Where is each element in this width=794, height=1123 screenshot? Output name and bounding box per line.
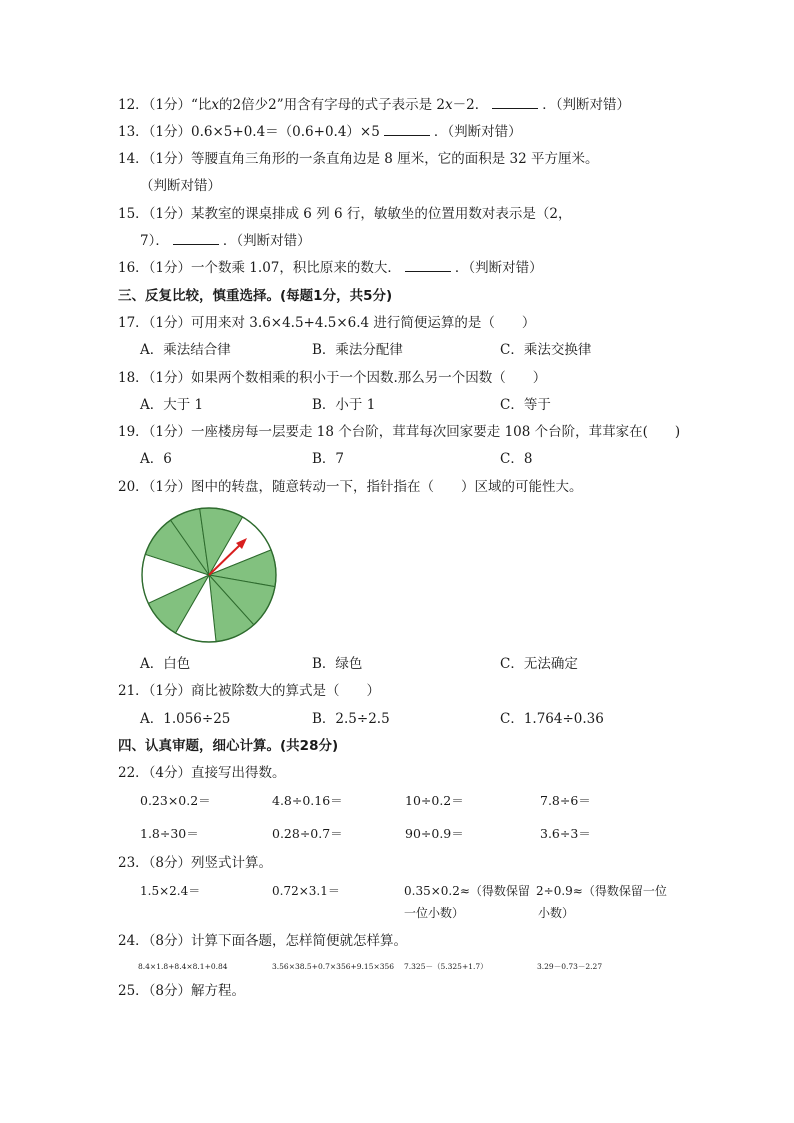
q12-expression-end: －2． (452, 97, 489, 113)
q19-option-a[interactable]: A．6 (140, 451, 172, 467)
section-3-title: 三、反复比较，慎重选择。(每题1分，共5分) (118, 288, 393, 304)
q12-variable-2: x (445, 97, 453, 113)
q22-item-1: 0.23×0.2＝ (140, 793, 211, 808)
q17-option-c[interactable]: C．乘法交换律 (500, 342, 592, 358)
q12-variable: x (211, 97, 220, 113)
q18-option-c[interactable]: C．等于 (500, 397, 551, 413)
section-4-title: 四、认真审题，细心计算。(共28分) (118, 738, 339, 754)
spinner-wheel (140, 506, 278, 644)
question-17: 17．（1分）可用来对 3.6×4.5+4.5×6.4 进行简便运算的是（ ） (118, 315, 536, 331)
q24-item-4: 3.29－0.73－2.27 (537, 962, 603, 971)
q23-item-4: 2÷0.9≈（得数保留一位 (536, 884, 667, 898)
question-18: 18．（1分）如果两个数相乘的积小于一个因数.那么另一个因数（ ） (118, 370, 547, 386)
q19-option-b[interactable]: B．7 (312, 451, 345, 467)
q22-item-2: 4.8÷0.16＝ (272, 793, 343, 808)
q22-item-6: 0.28÷0.7＝ (272, 826, 343, 841)
q15-line2: 7）． (140, 233, 169, 249)
q12-suffix: ．（判断对错） (542, 97, 630, 113)
q22-item-7: 90÷0.9＝ (405, 826, 464, 841)
q23-item-4-cont: 小数） (538, 906, 575, 920)
answer-blank-13[interactable] (384, 123, 430, 136)
question-22: 22．（4分）直接写出得数。 (118, 765, 286, 781)
q18-option-b[interactable]: B．小于 1 (312, 397, 376, 413)
q20-option-a[interactable]: A．白色 (140, 656, 191, 672)
q13-text: 13．（1分）0.6×5+0.4＝（0.6+0.4）×5 (118, 124, 380, 140)
q21-option-a[interactable]: A．1.056÷25 (140, 711, 231, 727)
answer-blank-15[interactable] (173, 232, 219, 245)
q20-option-b[interactable]: B．绿色 (312, 656, 363, 672)
q23-item-2: 0.72×3.1＝ (272, 884, 340, 898)
q16-suffix: ．（判断对错） (454, 260, 543, 276)
q22-item-3: 10÷0.2＝ (405, 793, 464, 808)
question-24: 24．（8分）计算下面各题，怎样简便就怎样算。 (118, 933, 408, 949)
q24-item-1: 8.4×1.8+8.4×8.1+0.84 (138, 962, 228, 971)
question-25: 25．（8分）解方程。 (118, 983, 246, 999)
question-13 (118, 123, 522, 141)
q12-mid: 的2倍少2”用含有字母的式子表示是 2 (219, 97, 446, 113)
question-19: 19．（1分）一座楼房每一层要走 18 个台阶，茸茸每次回家要走 108 个台阶，茸茸家在( ) (118, 424, 681, 440)
answer-blank-12[interactable] (492, 96, 538, 109)
question-14: 14．（1分）等腰直角三角形的一条直角边是 8 厘米，它的面积是 32 平方厘米。 (118, 151, 599, 167)
question-23: 23．（8分）列竖式计算。 (118, 855, 273, 871)
question-12 (118, 96, 630, 114)
question-20: 20．（1分）图中的转盘，随意转动一下，指针指在（ ）区域的可能性大。 (118, 479, 583, 495)
q23-item-1: 1.5×2.4＝ (140, 884, 201, 898)
question-15: 15．（1分）某教室的课桌排成 6 列 6 行，敏敏坐的位置用数对表示是（2， (118, 206, 572, 222)
question-15-cont (140, 232, 311, 250)
q24-item-3: 7.325－（5.325+1.7） (404, 962, 488, 971)
question-16 (118, 259, 543, 277)
q13-suffix: ．（判断对错） (433, 124, 522, 140)
q17-option-b[interactable]: B．乘法分配律 (312, 342, 403, 358)
q23-item-3: 0.35×0.2≈（得数保留 (404, 884, 530, 898)
q21-option-b[interactable]: B．2.5÷2.5 (312, 711, 390, 727)
answer-blank-16[interactable] (405, 259, 451, 272)
q22-item-5: 1.8÷30＝ (140, 826, 199, 841)
q17-option-a[interactable]: A．乘法结合律 (140, 342, 231, 358)
q20-option-c[interactable]: C．无法确定 (500, 656, 578, 672)
q22-item-4: 7.8÷6＝ (540, 793, 591, 808)
q21-option-c[interactable]: C．1.764÷0.36 (500, 711, 604, 727)
q18-option-a[interactable]: A．大于 1 (140, 397, 204, 413)
question-14-cont: （判断对错） (140, 178, 221, 194)
q22-item-8: 3.6÷3＝ (540, 826, 591, 841)
q23-item-3-cont: 一位小数） (404, 906, 465, 920)
q24-item-2: 3.56×38.5+0.7×356+9.15×356 (272, 962, 395, 971)
q15-suffix: ．（判断对错） (222, 233, 311, 249)
question-21: 21．（1分）商比被除数大的算式是（ ） (118, 683, 381, 699)
q16-text: 16．（1分）一个数乘 1.07，积比原来的数大． (118, 260, 401, 276)
q19-option-c[interactable]: C．8 (500, 451, 533, 467)
q12-prefix: 12．（1分）“比 (118, 97, 212, 113)
